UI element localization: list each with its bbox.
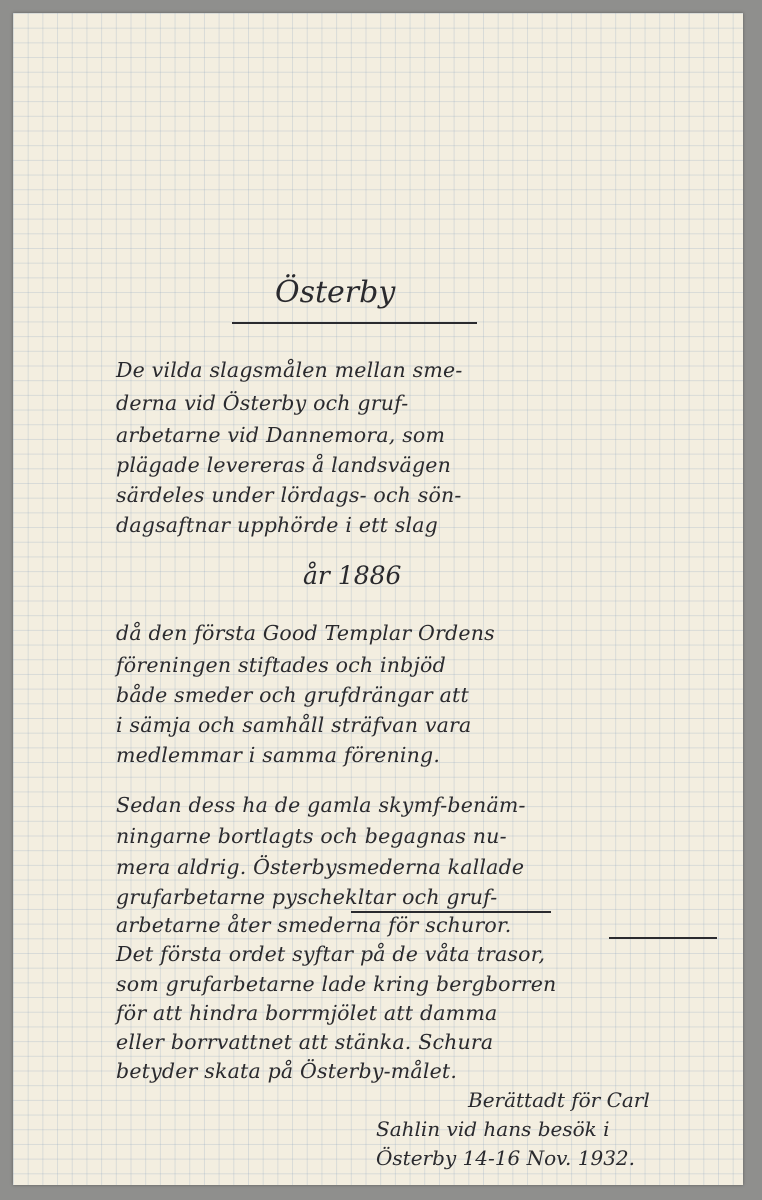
paragraph-3-line-9: eller borrvattnet att stänka. Schura [116,1030,494,1054]
year-line: år 1886 [303,561,402,590]
paragraph-3-line-5: arbetarne åter smederna för schuror. [116,913,512,937]
paragraph-2-line-2: föreningen stiftades och inbjöd [116,653,446,677]
paragraph-2-line-5: medlemmar i samma förening. [116,743,441,767]
title-underline [232,322,477,324]
underline-word-2 [609,937,717,939]
paragraph-1-line-3: arbetarne vid Dannemora, som [116,423,446,447]
signature-line-2: Sahlin vid hans besök i [376,1117,610,1141]
paragraph-2-line-4: i sämja och samhåll sträfvan vara [116,713,472,737]
paragraph-3-line-3: mera aldrig. Österbysmederna kallade [116,855,525,879]
paragraph-3-line-2: ningarne bortlagts och begagnas nu- [116,824,507,848]
signature-line-1: Berättadt för Carl [468,1088,650,1112]
paragraph-1-line-2: derna vid Österby och gruf- [116,391,409,415]
paragraph-3-line-4: grufarbetarne pyschekltar och gruf- [116,885,498,909]
paragraph-2-line-1: då den första Good Templar Ordens [116,621,495,645]
paragraph-1-line-6: dagsaftnar upphörde i ett slag [116,513,438,537]
manuscript-page [13,13,743,1185]
signature-line-3: Österby 14-16 Nov. 1932. [376,1146,636,1170]
paragraph-3-line-8: för att hindra borrmjölet att damma [116,1001,498,1025]
paragraph-3-line-6: Det första ordet syftar på de våta trasor, [116,942,546,966]
paragraph-2-line-3: både smeder och grufdrängar att [116,683,469,707]
paragraph-1-line-4: plägade levereras å landsvägen [116,453,452,477]
paragraph-3-line-7: som grufarbetarne lade kring bergborren [116,972,557,996]
paragraph-3-line-1: Sedan dess ha de gamla skymf-benäm- [116,793,526,817]
page-title: Österby [275,275,396,310]
paragraph-3-line-10: betyder skata på Österby-målet. [116,1059,458,1083]
paragraph-1-line-1: De vilda slagsmålen mellan sme- [116,358,463,382]
paragraph-1-line-5: särdeles under lördags- och sön- [116,483,462,507]
